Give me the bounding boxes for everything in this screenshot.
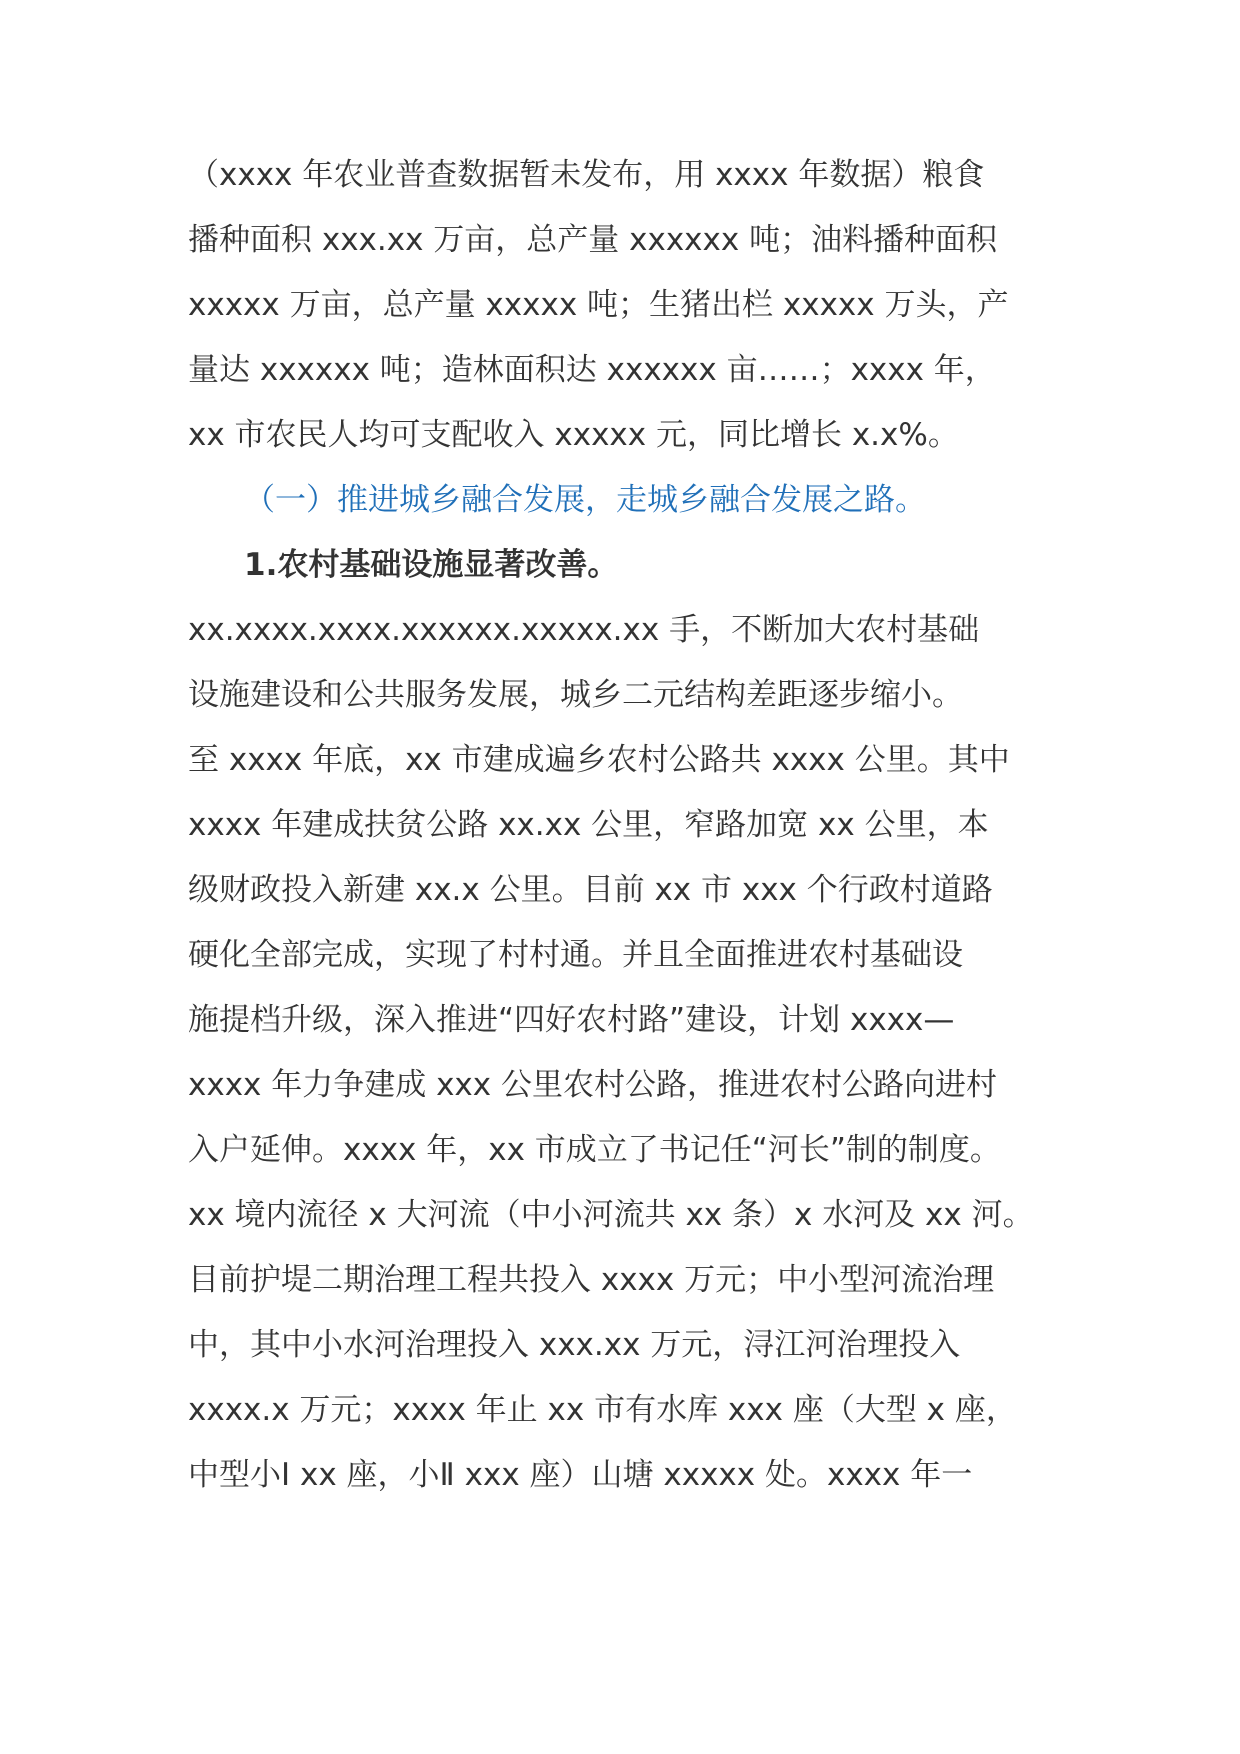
section-heading: （一）推进城乡融合发展，走城乡融合发展之路。	[244, 482, 926, 518]
text-line: 目前护堤二期治理工程共投入 xxxx 万元；中小型河流治理	[188, 1262, 995, 1298]
text-line: xxxxx 万亩，总产量 xxxxx 吨；生猪出栏 xxxxx 万头，产	[188, 287, 1009, 323]
text-line: xx.xxxx.xxxx.xxxxxx.xxxxx.xx 手，不断加大农村基础	[188, 612, 980, 648]
text-line: 设施建设和公共服务发展，城乡二元结构差距逐步缩小。	[188, 677, 963, 713]
text-line: xx 境内流径 x 大河流（中小河流共 xx 条）x 水河及 xx 河。	[188, 1197, 1034, 1233]
text-line: 中，其中小水河治理投入 xxx.xx 万元，浔江河治理投入	[188, 1327, 961, 1363]
subsection-heading: 1.农村基础设施显著改善。	[244, 547, 619, 583]
text-line: （xxxx 年农业普查数据暂未发布，用 xxxx 年数据）粮食	[188, 157, 985, 193]
text-line: xxxx 年力争建成 xxx 公里农村公路，推进农村公路向进村	[188, 1067, 997, 1103]
text-line: 中型小Ⅰ xx 座，小Ⅱ xxx 座）山塘 xxxxx 处。xxxx 年一	[188, 1457, 973, 1493]
text-line: xx 市农民人均可支配收入 xxxxx 元，同比增长 x.x%。	[188, 417, 959, 453]
text-line: 施提档升级，深入推进“四好农村路”建设，计划 xxxx—	[188, 1002, 955, 1038]
text-line: 量达 xxxxxx 吨；造林面积达 xxxxxx 亩……；xxxx 年，	[188, 352, 996, 388]
text-line: 级财政投入新建 xx.x 公里。目前 xx 市 xxx 个行政村道路	[188, 872, 993, 908]
document-body	[188, 143, 1088, 1508]
text-line: 入户延伸。xxxx 年，xx 市成立了书记任“河长”制的制度。	[188, 1132, 1001, 1168]
text-line: xxxx.x 万元；xxxx 年止 xx 市有水库 xxx 座（大型 x 座，	[188, 1392, 1017, 1428]
text-line: 硬化全部完成，实现了村村通。并且全面推进农村基础设	[188, 937, 963, 973]
text-line: 至 xxxx 年底，xx 市建成遍乡农村公路共 xxxx 公里。其中	[188, 742, 1010, 778]
text-line: 播种面积 xxx.xx 万亩，总产量 xxxxxx 吨；油料播种面积	[188, 222, 998, 258]
text-line: xxxx 年建成扶贫公路 xx.xx 公里，窄路加宽 xx 公里，本	[188, 807, 989, 843]
